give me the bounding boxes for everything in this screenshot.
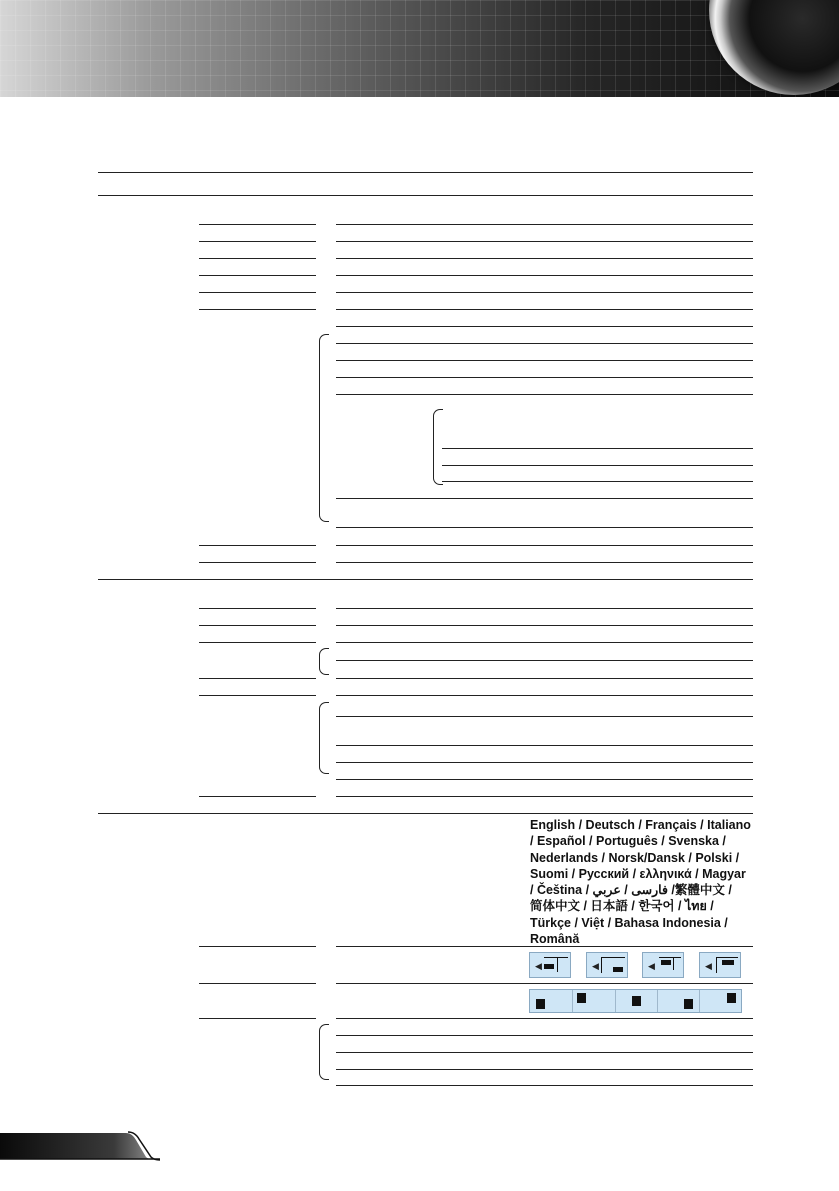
- row-divider: [336, 309, 753, 310]
- row-divider: [336, 716, 753, 717]
- language-line: Suomi / Русский / ελληνικά / Magyar: [530, 866, 746, 881]
- submenu-brace: [433, 409, 443, 485]
- row-divider: [199, 562, 316, 563]
- page-number-tab: [0, 1131, 160, 1161]
- row-divider: [442, 481, 753, 482]
- row-divider: [199, 275, 316, 276]
- language-line: 简体中文 / 日本語 / 한국어 / ไทย /: [530, 899, 714, 914]
- row-divider: [336, 498, 753, 499]
- row-divider: [336, 527, 753, 528]
- row-divider: [336, 1035, 753, 1036]
- row-divider: [336, 678, 753, 679]
- row-divider: [336, 1085, 753, 1086]
- row-divider: [199, 625, 316, 626]
- language-options-list: [530, 817, 750, 947]
- language-line: / Español / Português / Svenska /: [530, 834, 726, 849]
- row-divider: [336, 562, 753, 563]
- row-divider: [336, 660, 753, 661]
- menu-position-strip: [529, 989, 742, 1013]
- row-divider: [199, 608, 316, 609]
- row-divider: [199, 695, 316, 696]
- row-divider: [199, 796, 316, 797]
- row-divider: [336, 946, 753, 947]
- center-position-icon: [616, 990, 658, 1012]
- row-divider: [336, 779, 753, 780]
- top-right-position-icon: [700, 990, 741, 1012]
- row-divider: [336, 343, 753, 344]
- section-rule: [98, 579, 753, 580]
- row-divider: [199, 258, 316, 259]
- row-divider: [336, 545, 753, 546]
- row-divider: [336, 642, 753, 643]
- row-divider: [199, 309, 316, 310]
- row-divider: [199, 241, 316, 242]
- row-divider: [336, 377, 753, 378]
- row-divider: [442, 465, 753, 466]
- row-divider: [336, 1018, 753, 1019]
- row-divider: [336, 394, 753, 395]
- row-divider: [336, 360, 753, 361]
- row-divider: [199, 946, 316, 947]
- row-divider: [336, 796, 753, 797]
- row-divider: [336, 625, 753, 626]
- row-divider: [336, 1069, 753, 1070]
- section-rule: [98, 813, 753, 814]
- row-divider: [336, 292, 753, 293]
- submenu-brace: [319, 334, 329, 522]
- bottom-right-position-icon: [658, 990, 700, 1012]
- row-divider: [199, 224, 316, 225]
- row-divider: [199, 545, 316, 546]
- language-line: Nederlands / Norsk/Dansk / Polski /: [530, 850, 740, 865]
- projector-lens-banner: [0, 0, 839, 97]
- table-top-rule: [98, 172, 753, 173]
- row-divider: [336, 275, 753, 276]
- row-divider: [336, 224, 753, 225]
- top-left-position-icon: [573, 990, 616, 1012]
- bottom-right-menu-icon: ◀: [586, 952, 628, 978]
- row-divider: [199, 1018, 316, 1019]
- row-divider: [199, 983, 316, 984]
- language-line: / Čeština / فارسی / عربي /繁體中文 /: [530, 883, 732, 898]
- language-line: English / Deutsch / Français / Italiano: [530, 818, 751, 832]
- row-divider: [199, 642, 316, 643]
- submenu-brace: [319, 648, 329, 675]
- row-divider: [336, 326, 753, 327]
- row-divider: [336, 762, 753, 763]
- row-divider: [336, 695, 753, 696]
- top-left-menu-icon: ◀: [529, 952, 571, 978]
- row-divider: [199, 678, 316, 679]
- row-divider: [336, 745, 753, 746]
- row-divider: [336, 608, 753, 609]
- top-center-menu-icon: ◀: [642, 952, 684, 978]
- row-divider: [336, 1052, 753, 1053]
- submenu-brace: [319, 702, 329, 774]
- submenu-brace: [319, 1024, 329, 1080]
- language-line: Türkçe / Việt / Bahasa Indonesia /: [530, 915, 728, 930]
- table-header-rule: [98, 195, 753, 196]
- row-divider: [442, 448, 753, 449]
- top-right-menu-icon: ◀: [699, 952, 741, 978]
- row-divider: [336, 983, 753, 984]
- bottom-left-position-icon: [530, 990, 573, 1012]
- language-line: Română: [530, 932, 580, 947]
- row-divider: [336, 258, 753, 259]
- row-divider: [336, 241, 753, 242]
- row-divider: [199, 292, 316, 293]
